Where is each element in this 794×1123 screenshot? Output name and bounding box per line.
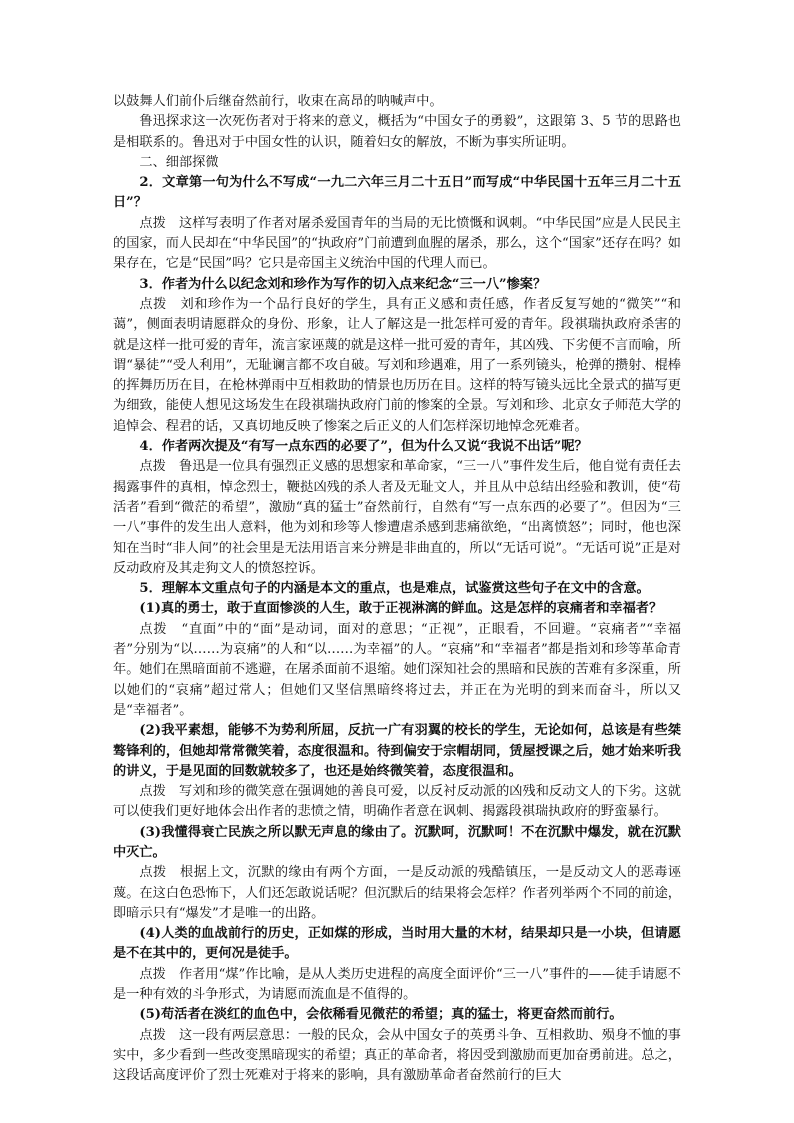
question-3: 3．作者为什么以纪念刘和珍作为写作的切入点来纪念“三一八”惨案？ xyxy=(139,276,547,292)
answer-sentence-4: 点拨 作者用“煤”作比喻，是从人类历史进程的高度全面评价“三一八”事件的——徒手请愿不是一种有效的斗争形式，为请愿而流血是不值得的。 xyxy=(113,966,681,1003)
section-heading: 二、细部探微 xyxy=(139,154,219,170)
paragraph-intro: 以鼓舞人们前仆后继奋然前行，收束在高昂的呐喊声中。 xyxy=(113,94,443,109)
sentence-1: (1)真的勇士，敢于直面惨淡的人生，敢于正视淋漓的鲜血。这是怎样的哀痛者和幸福者？ xyxy=(139,601,663,617)
answer-2: 点拨 这样写表明了作者对屠杀爱国青年的当局的无比愤慨和讽刺。“中华民国”应是人民民主的国家，而人民却在“中华民国”的“执政府”门前遭到血腥的屠杀，那么，这个“国家”还存在吗？如果存在，它是“民国”吗？它只是帝国主义统治中国的代理人而已。 xyxy=(113,215,681,272)
sentence-2: (2)我平素想，能够不为势利所屈，反抗一广有羽翼的校长的学生，无论如何，总该是有些桀骜锋利的，但她却常常微笑着，态度很温和。待到偏安于宗帽胡同，赁屋授课之后，她才始来听我的讲义，于是见面的回数就较多了，也还是始终微笑着，态度很温和。 xyxy=(113,723,681,779)
answer-sentence-2: 点拨 写刘和珍的微笑意在强调她的善良可爱，以反衬反动派的凶残和反动文人的下劣。这就可以使我们更好地体会出作者的悲愤之情，明确作者意在讽刺、揭露段祺瑞执政府的野蛮暴行。 xyxy=(113,784,681,820)
sentence-3: (3)我懂得衰亡民族之所以默无声息的缘由了。沉默呵，沉默呵！不在沉默中爆发，就在沉默中灭亡。 xyxy=(113,824,681,860)
answer-sentence-5: 点拨 这一段有两层意思：一般的民众，会从中国女子的英勇斗争、互相救助、殒身不恤的事实中，多少看到一些改变黑暗现实的希望；真正的革命者，将因受到激励而更加奋勇前进。总之，这段话高度评价了烈士死难对于将来的影响，具有激励革命者奋然前行的巨大 xyxy=(113,1027,681,1084)
question-4: 4．作者两次提及“有写一点东西的必要了”，但为什么又说“我说不出话”呢？ xyxy=(139,439,588,455)
answer-sentence-1: 点拨 “直面”中的“面”是动词，面对的意思；“正视”，正眼看，不回避。“哀痛者”“幸福者”分别为“以……为哀痛”的人和“以……为幸福”的人。“哀痛”和“幸福者”都是指刘和珍等革命青年。她们在黑暗面前不逃避，在屠杀面前不退缩。她们深知社会的黑暗和民族的苦难有多深重，所以她们的“哀痛”超过常人；但她们又坚信黑暗终将过去，并正在为光明的到来而奋斗，所以又是“幸福者”。 xyxy=(113,621,681,718)
question-5: 5．理解本文重点句子的内涵是本文的重点，也是难点，试鉴赏这些句子在文中的含意。 xyxy=(139,581,650,597)
answer-4: 点拨 鲁迅是一位具有强烈正义感的思想家和革命家，“三一八”事件发生后，他自觉有责任去揭露事件的真相，悼念烈士，鞭挞凶残的杀人者及无耻文人，并且从中总结出经验和教训，使“苟活者”看到“微茫的希望”，激励“真的猛士”奋然前行，自然有“写一点东西的必要了”。但因为“三一八”事件的发生出人意料，他为刘和珍等人惨遭虐杀感到悲痛欲绝，“出离愤怒”；同时，他也深知在当时“非人间”的社会里是无法用语言来分辨是非曲直的，所以“无话可说”。“无话可说”正是对反动政府及其走狗文人的愤怒控诉。 xyxy=(113,459,681,576)
question-2: 2．文章第一句为什么不写成“一九二六年三月二十五日”而写成“中华民国十五年三月二十五日”？ xyxy=(113,175,681,211)
sentence-5: (5)苟活者在淡红的血色中，会依稀看见微茫的希望；真的猛士，将更奋然而前行。 xyxy=(139,1007,623,1023)
answer-3: 点拨 刘和珍作为一个品行良好的学生，具有正义感和责任感，作者反复写她的“微笑”“和蔼”，侧面表明请愿群众的身份、形象，让人了解这是一批怎样可爱的青年。段祺瑞执政府杀害的就是这样一批可爱的青年，流言家诬蔑的就是这样一批可爱的青年，其凶残、下劣便不言而喻，所谓“暴徒”“受人利用”，无耻谰言都不攻自破。写刘和珍遇难，用了一系列镜头，枪弹的攒射、棍棒的挥舞历历在目，在枪林弹雨中互相救助的情景也历历在目。这样的特写镜头远比全景式的描写更为细致，能使人想见这场发生在段祺瑞执政府门前的惨案的全景。写刘和珍、北京女子师范大学的追悼会、程君的话，又真切地反映了惨案之后正义的人们怎样深切地悼念死难者。 xyxy=(113,296,681,434)
paragraph-summary: 鲁迅探求这一次死伤者对于将来的意义，概括为“中国女子的勇毅”，这跟第 3、5 节的思路也是相联系的。鲁迅对于中国女性的认识，随着妇女的解放，不断为事实所证明。 xyxy=(113,114,681,150)
sentence-4: (4)人类的血战前行的历史，正如煤的形成，当时用大量的木材，结果却只是一小块，但请愿是不在其中的，更何况是徒手。 xyxy=(113,926,681,962)
answer-sentence-3: 点拨 根据上文，沉默的缘由有两个方面，一是反动派的残酷镇压，一是反动文人的恶毒诬蔑。在这白色恐怖下，人们还怎敢说话呢？但沉默后的结果将会怎样？作者列举两个不同的前途，即暗示只有“爆发”才是唯一的出路。 xyxy=(113,865,681,921)
